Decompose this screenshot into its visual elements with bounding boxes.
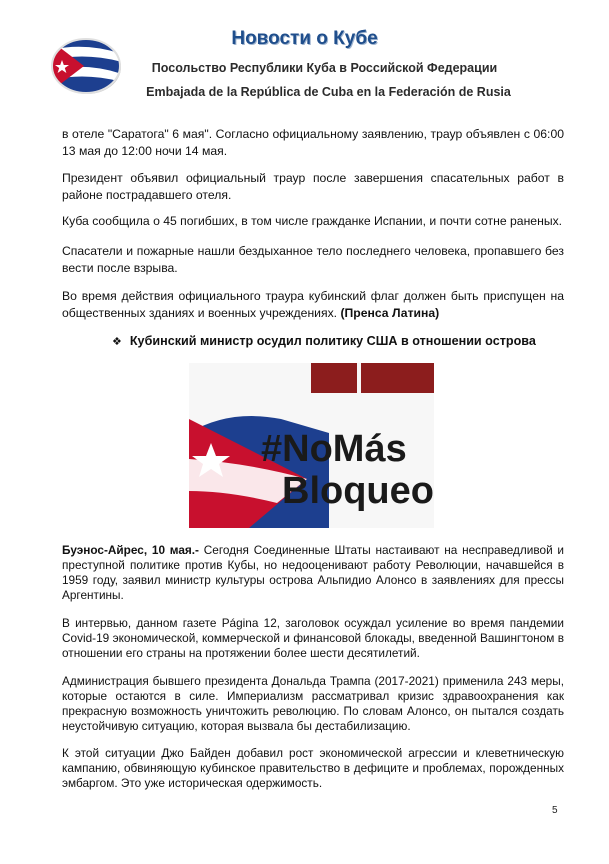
article-heading-text: Кубинский министр осудил политику США в отношении острова — [129, 334, 536, 348]
image-hashtag-text: #NoMás — [261, 428, 407, 470]
paragraph-rescuers: Спасатели и пожарные нашли бездыханное тело последнего человека, пропавшего без вести после взрыва. — [62, 244, 564, 275]
paragraph-flag-half-mast — [62, 288, 564, 322]
diamond-bullet-icon: ❖ — [112, 336, 122, 348]
paragraph-flag-text: Во время действия официального траура кубинский флаг должен быть приспущен на общественных зданиях и военных учреждениях. — [62, 289, 564, 320]
paragraph-mourning-dates: в отеле "Саратога" 6 мая". Согласно официальному заявлению, траур объявлен с 06:00 13 мая до 12:00 ночи 14 мая. — [62, 127, 564, 158]
embassy-name-es: Embajada de la República de Cuba en la Federación de Rusia — [146, 85, 511, 99]
paragraph-lead-text: Сегодня Соединенные Штаты настаивают на несправедливой и преступной политике против Кубы, но недооценивают работу Революции, начавшейся в 1959 году, заявил министр культуры острова Альпидио Алонсо в заявлениях для прессы Аргентины. — [62, 543, 565, 602]
dateline: Буэнос-Айрес, 10 мая.- — [62, 543, 199, 557]
image-bloqueo-text: Bloqueo — [282, 470, 434, 512]
article-heading — [112, 334, 536, 348]
paragraph-interview: В интервью, данном газете Página 12, заголовок осуждал усиление во время пандемии Covid-19 экономической, коммерческой и финансовой блокады, введенной Вашингтоном в отношении его страны на протяжении более шести десятилетий. — [62, 616, 564, 660]
paragraph-official-mourning: Президент объявил официальный траур после завершения спасательных работ в районе пострадавшего отеля. — [62, 171, 564, 202]
embassy-name-ru: Посольство Республики Куба в Российской Федерации — [151, 61, 498, 75]
paragraph-casualties: Куба сообщила о 45 погибших, в том числе гражданке Испании, и почти сотне раненых. — [62, 214, 563, 228]
paragraph-article-lead — [62, 543, 564, 603]
page-number: 5 — [552, 805, 558, 816]
newsletter-title: Новости о Кубе — [231, 28, 378, 49]
paragraph-biden: К этой ситуации Джо Байден добавил рост экономической агрессии и клеветническую кампанию, обвиняющую кубинское правительство в дефиците и проблемах, порожденных эмбаргом. Это уже историческая одержимость. — [62, 746, 564, 790]
nomas-bloqueo-image — [189, 363, 434, 528]
source-attribution: (Пренса Латина) — [340, 306, 440, 320]
paragraph-trump-measures: Администрация бывшего президента Дональда Трампа (2017-2021) применила 243 меры, которые остаются в силе. Империализм рассматривал кризис здравоохранения как прекрасную возможность уничтожить революцию. По словам Алонсо, он пытался создать неустойчивую ситуацию, которая вызвала бы дестабилизацию. — [62, 674, 564, 733]
